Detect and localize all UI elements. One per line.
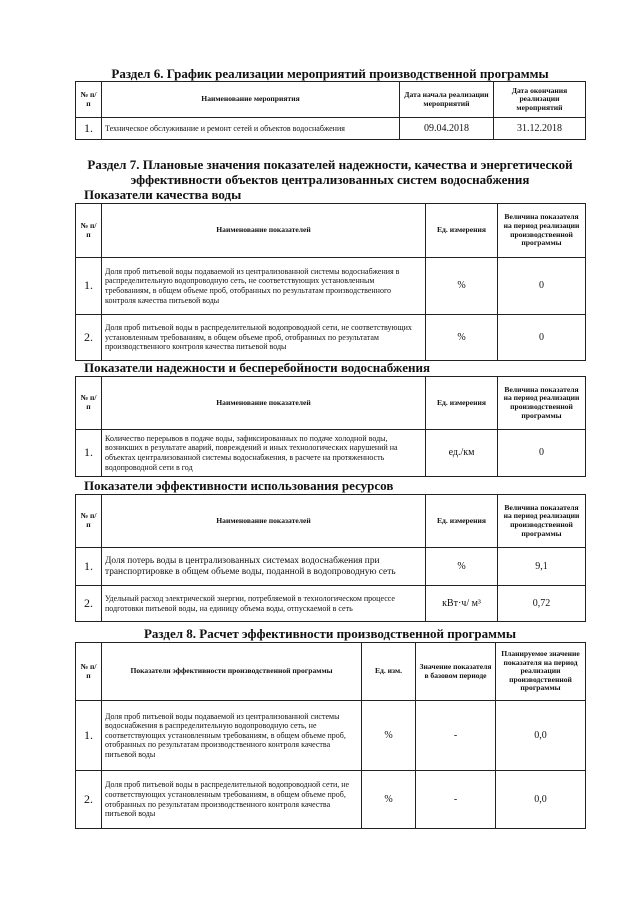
- row-end-date: 31.12.2018: [494, 118, 586, 140]
- row-unit: ед./км: [426, 430, 498, 477]
- row-num: 1.: [76, 118, 102, 140]
- table-row: [76, 548, 586, 586]
- row-value: 9,1: [498, 548, 586, 586]
- col-header-num: № п/п: [76, 82, 102, 118]
- section-6-title: Раздел 6. График реализации мероприятий производственной программы: [111, 66, 549, 81]
- table-row: [76, 586, 586, 622]
- table-row: [76, 430, 586, 477]
- col-header-name: Наименование показателей: [102, 495, 426, 548]
- col-header-end: Дата окончания реализации мероприятий: [494, 82, 586, 118]
- row-name: Удельный расход электрической энергии, потребляемой в технологическом процессе подготовки питьевой воды, на единицу объема воды, отпускаемой в сеть: [102, 586, 426, 622]
- efficiency-table: [75, 494, 586, 622]
- col-header-name: Наименование показателей: [102, 204, 426, 258]
- row-num: 1.: [76, 701, 102, 771]
- table-row: [76, 315, 586, 361]
- col-header-num: № п/п: [76, 204, 102, 258]
- row-num: 2.: [76, 586, 102, 622]
- col-header-name: Наименование мероприятия: [102, 82, 400, 118]
- row-unit: кВт·ч/ м³: [426, 586, 498, 622]
- section-7-title-line-1: Раздел 7. Плановые значения показателей надежности, качества и энергетической: [87, 157, 573, 172]
- row-start-date: 09.04.2018: [400, 118, 494, 140]
- row-name: Доля потерь воды в централизованных системах водоснабжения при транспортировке в общем объеме воды, поданной в водопроводную сеть: [102, 548, 426, 586]
- table-header-row: [76, 377, 586, 430]
- row-name: Количество перерывов в подаче воды, зафиксированных по подаче холодной воды, возникших в результате аварий, повреждений и иных технологических нарушений на объектах централизованной системы водоснабжения, в расчете на протяженность водопроводной сети в год: [102, 430, 426, 477]
- row-num: 1.: [76, 258, 102, 315]
- row-value: 0,72: [498, 586, 586, 622]
- row-plan-value: 0,0: [496, 771, 586, 829]
- row-value: 0: [498, 258, 586, 315]
- col-header-unit: Ед. измерения: [426, 204, 498, 258]
- col-header-value: Величина показателя на период реализации производственной программы: [498, 377, 586, 430]
- col-header-plan: Планируемое значение показателя на период реализации производственной программы: [496, 643, 586, 701]
- col-header-unit: Ед. измерения: [426, 495, 498, 548]
- row-unit: %: [362, 771, 416, 829]
- row-name: Доля проб питьевой воды подаваемой из централизованной системы водоснабжения в распределительную водопроводную сеть, не соответствующих установленным требованиям, в общем объеме проб, отобранных по результатам производственного контроля качества питьевой воды: [102, 258, 426, 315]
- col-header-name: Показатели эффективности производственной программы: [102, 643, 362, 701]
- row-unit: %: [426, 548, 498, 586]
- reliability-table: [75, 376, 586, 477]
- table-row: [76, 771, 586, 829]
- row-num: 1.: [76, 430, 102, 477]
- table-row: [76, 118, 586, 140]
- row-unit: %: [426, 315, 498, 361]
- col-header-value: Величина показателя на период реализации производственной программы: [498, 204, 586, 258]
- table-row: [76, 701, 586, 771]
- row-base-value: -: [416, 771, 496, 829]
- section-8-title: Раздел 8. Расчет эффективности производственной программы: [143, 626, 517, 641]
- col-header-num: № п/п: [76, 377, 102, 430]
- table-header-row: [76, 495, 586, 548]
- col-header-start: Дата начала реализации мероприятий: [400, 82, 494, 118]
- col-header-num: № п/п: [76, 643, 102, 701]
- table-header-row: [76, 643, 586, 701]
- section-7-title-line-2: эффективности объектов централизованных систем водоснабжения: [130, 172, 530, 187]
- col-header-value: Величина показателя на период реализации производственной программы: [498, 495, 586, 548]
- row-plan-value: 0,0: [496, 701, 586, 771]
- schedule-table: [75, 81, 586, 140]
- col-header-unit: Ед. измерения: [426, 377, 498, 430]
- row-num: 2.: [76, 771, 102, 829]
- row-num: 1.: [76, 548, 102, 586]
- row-name: Доля проб питьевой воды подаваемой из централизованной системы водоснабжения в распределительную водопроводную сеть, не соответствующих установленным требованиям, в общем объеме проб, отобранных по результатам производственного контроля качества питьевой воды: [102, 701, 362, 771]
- col-header-unit: Ед. изм.: [362, 643, 416, 701]
- col-header-num: № п/п: [76, 495, 102, 548]
- table-header-row: [76, 82, 586, 118]
- row-base-value: -: [416, 701, 496, 771]
- quality-subtitle: Показатели качества воды: [84, 187, 242, 202]
- effectiveness-table: [75, 642, 586, 829]
- row-value: 0: [498, 315, 586, 361]
- quality-table: [75, 203, 586, 361]
- row-num: 2.: [76, 315, 102, 361]
- table-header-row: [76, 204, 586, 258]
- efficiency-subtitle: Показатели эффективности использования ресурсов: [84, 478, 394, 493]
- col-header-base: Значение показателя в базовом периоде: [416, 643, 496, 701]
- row-name: Доля проб питьевой воды в распределительной водопроводной сети, не соответствующих установленным требованиям, в общем объеме проб, отобранных по результатам производственного контроля качества питьевой воды: [102, 315, 426, 361]
- row-unit: %: [426, 258, 498, 315]
- row-value: 0: [498, 430, 586, 477]
- reliability-subtitle: Показатели надежности и бесперебойности водоснабжения: [84, 360, 430, 375]
- row-name: Техническое обслуживание и ремонт сетей и объектов водоснабжения: [102, 118, 400, 140]
- col-header-name: Наименование показателей: [102, 377, 426, 430]
- row-unit: %: [362, 701, 416, 771]
- row-name: Доля проб питьевой воды в распределительной водопроводной сети, не соответствующих установленным требованиям, в общем объеме проб, отобранных по результатам производственного контроля качества питьевой воды: [102, 771, 362, 829]
- table-row: [76, 258, 586, 315]
